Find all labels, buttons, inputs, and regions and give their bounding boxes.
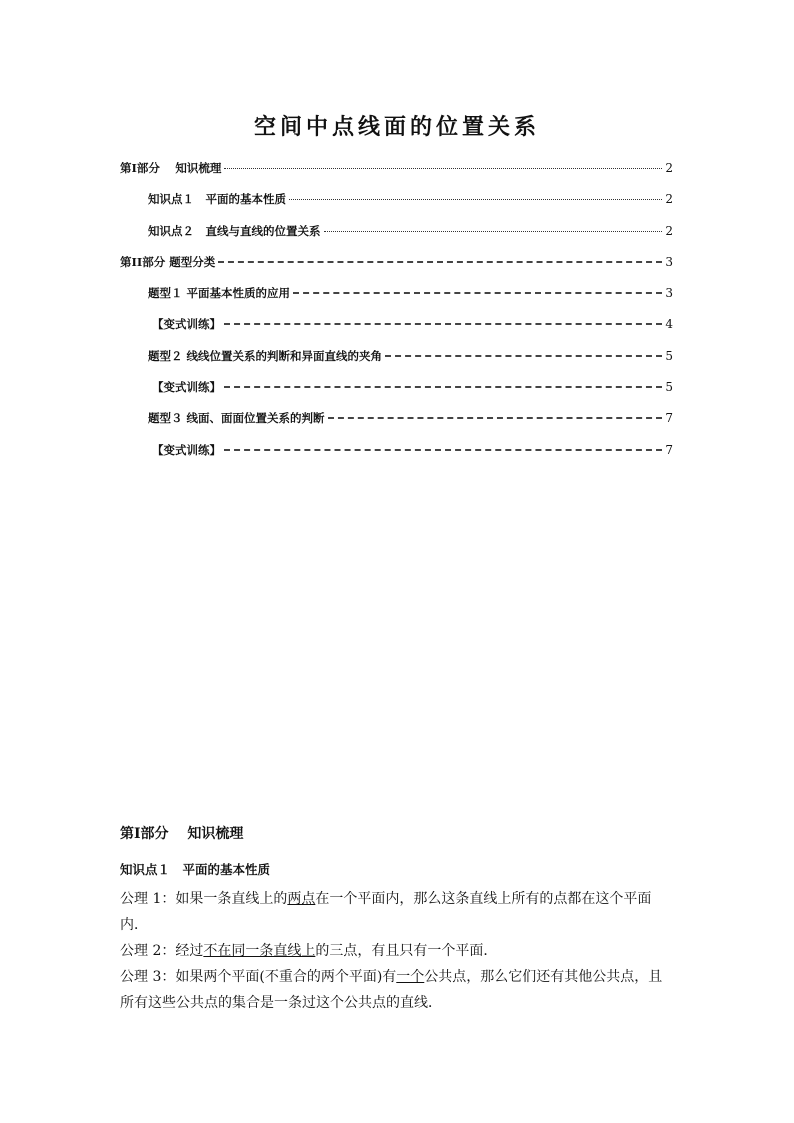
toc-entry-label: 题型１ 平面基本性质的应用 — [148, 286, 291, 301]
toc-entry[interactable] — [120, 223, 673, 254]
section-body — [120, 886, 676, 1016]
toc-page-number: 4 — [665, 317, 673, 332]
axiom-1: 公理 1：如果一条直线上的两点在一个平面内，那么这条直线上所有的点都在这个平面内． — [120, 891, 652, 933]
toc-entry[interactable] — [120, 285, 673, 316]
toc-entry[interactable] — [120, 410, 673, 441]
toc-page-number: 5 — [665, 348, 673, 363]
toc-leader — [385, 355, 662, 357]
toc-leader — [224, 386, 662, 388]
toc-entry[interactable] — [120, 379, 673, 410]
toc-leader — [224, 168, 662, 169]
underlined-term: 不在同一条直线上 — [203, 943, 316, 959]
toc-leader — [293, 292, 662, 294]
toc-entry-label: 第II部分 题型分类 — [120, 254, 216, 269]
toc-entry-label: 知识点１ 平面的基本性质 — [148, 192, 286, 207]
subsection-heading: 知识点１ 平面的基本性质 — [120, 862, 271, 877]
axiom-2: 公理 2：经过不在同一条直线上的三点，有且只有一个平面． — [120, 943, 498, 959]
axiom-3: 公理 3：如果两个平面(不重合的两个平面)有一个公共点，那么它们还有其他公共点，且所有这些公共点的集合是一条过这个公共点的直线． — [120, 969, 663, 1011]
toc-page-number: 5 — [665, 380, 673, 395]
underlined-term: 两点 — [287, 891, 316, 907]
toc-page-number: 7 — [665, 442, 673, 457]
toc-leader — [328, 417, 663, 419]
toc-leader — [224, 323, 662, 325]
toc-page-number: 3 — [665, 286, 673, 301]
toc-leader — [224, 449, 662, 451]
toc-entry-label: 【变式训练】 — [152, 317, 221, 332]
toc-page-number: 7 — [665, 411, 673, 426]
toc-entry-label: 【变式训练】 — [152, 380, 221, 395]
toc-page-number: 2 — [665, 161, 673, 175]
table-of-contents — [120, 160, 673, 473]
toc-entry[interactable] — [120, 442, 673, 473]
toc-entry-label: 第Ⅰ部分 知识梳理 — [120, 161, 222, 175]
toc-page-number: 2 — [665, 223, 673, 238]
toc-page-number: 2 — [665, 192, 673, 207]
toc-entry-label: 题型２ 线线位置关系的判断和异面直线的夹角 — [148, 348, 383, 363]
toc-entry-label: 题型３ 线面、面面位置关系的判断 — [148, 411, 325, 426]
toc-leader — [289, 199, 662, 200]
toc-leader — [324, 231, 663, 232]
toc-leader — [218, 261, 662, 263]
document-title: 空间中点线面的位置关系 — [253, 114, 540, 140]
toc-entry-label: 【变式训练】 — [152, 442, 221, 457]
toc-entry-label: 知识点２ 直线与直线的位置关系 — [148, 223, 321, 238]
toc-entry[interactable] — [120, 316, 673, 347]
underlined-term: 一个 — [396, 969, 425, 985]
toc-page-number: 3 — [665, 254, 673, 269]
toc-entry[interactable] — [120, 160, 673, 191]
toc-entry[interactable] — [120, 191, 673, 222]
section-heading: 第Ⅰ部分 知识梳理 — [120, 826, 244, 842]
toc-entry[interactable] — [120, 348, 673, 379]
toc-entry[interactable] — [120, 254, 673, 285]
